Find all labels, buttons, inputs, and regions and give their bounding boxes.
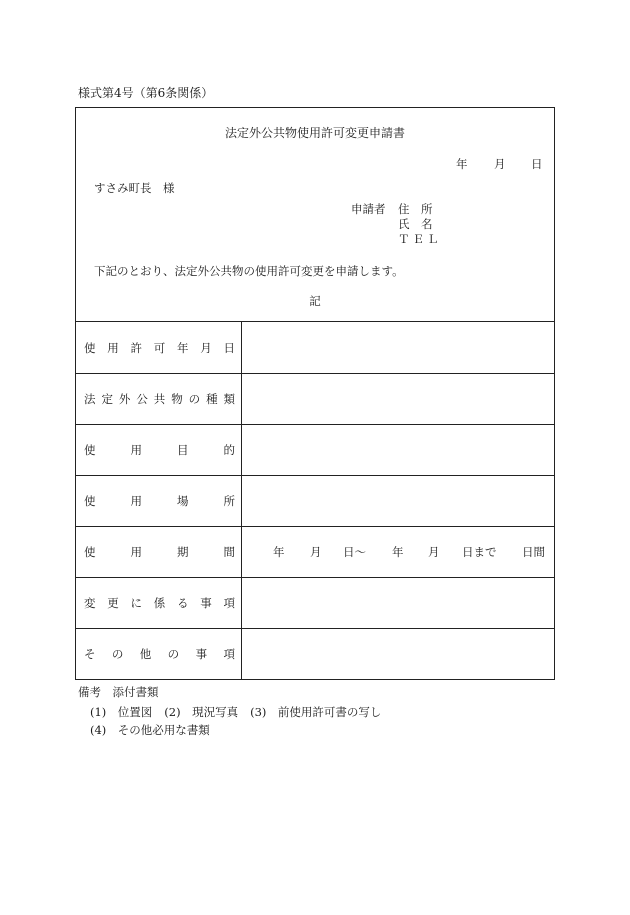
record-label: 記 [309, 294, 321, 308]
period-start-day: 日～ [343, 545, 366, 559]
label-char: 許 [130, 340, 142, 355]
period-end-month: 月 [428, 545, 440, 559]
label-char: 事 [195, 647, 208, 661]
label-char: の [111, 647, 124, 661]
period-field[interactable] [242, 527, 554, 577]
form-header [76, 108, 554, 322]
label-char: 他 [139, 647, 152, 661]
label-char: 用 [130, 494, 142, 508]
document-title: 法定外公共物使用許可変更申請書 [224, 126, 405, 140]
label-char: 定 [101, 392, 113, 406]
label-char: 係 [153, 596, 166, 610]
remarks-title: 備考 添付書類 [78, 685, 159, 699]
label-char: 項 [223, 596, 235, 610]
row-label [76, 425, 242, 475]
label-char: 物 [171, 392, 183, 406]
date-month: 月 [494, 157, 506, 171]
period-end-day: 日まで [462, 545, 497, 559]
label-char: の [167, 647, 180, 661]
label-char: 用 [130, 443, 142, 457]
label-char: 所 [223, 494, 235, 508]
label-char: の [188, 392, 201, 406]
label-char: 更 [107, 596, 119, 610]
applicant-label: 申請者 [351, 202, 386, 216]
date-year: 年 [456, 157, 468, 171]
row-usage-location [76, 475, 554, 526]
label-char: 事 [200, 596, 212, 610]
label-char: 公 [136, 392, 148, 406]
label-char: 項 [223, 647, 235, 661]
row-label [76, 476, 242, 526]
label-char: 年 [177, 340, 189, 355]
row-usage-permit-date [76, 322, 554, 373]
period-start-month: 月 [310, 545, 322, 559]
label-char: 日 [223, 340, 235, 355]
row-label [76, 322, 242, 373]
remarks-item: (1) 位置図 [90, 705, 153, 719]
period-days: 日間 [522, 545, 545, 559]
row-value-field[interactable] [242, 476, 554, 526]
label-char: 使 [84, 443, 96, 457]
row-label [76, 578, 242, 628]
label-char: 使 [84, 340, 96, 355]
addressee: すさみ町長 様 [94, 181, 175, 195]
date-day: 日 [531, 157, 543, 171]
remarks-line-1 [90, 704, 381, 720]
row-usage-purpose [76, 424, 554, 475]
label-char: に [130, 596, 142, 610]
remarks-item: (4) その他必用な書類 [90, 723, 210, 737]
label-char: 種 [206, 392, 218, 406]
row-value-field[interactable] [242, 578, 554, 628]
row-other-matters [76, 628, 554, 679]
label-char: 使 [84, 545, 96, 559]
label-char: 共 [153, 392, 166, 406]
intro-text: 下記のとおり、法定外公共物の使用許可変更を申請します。 [94, 264, 404, 278]
remarks-item: (3) 前使用許可書の写し [250, 705, 382, 719]
label-char: 法 [84, 392, 96, 406]
application-form [75, 107, 555, 680]
period-end-year: 年 [392, 545, 404, 559]
remarks-line-2 [90, 722, 210, 738]
form-number: 様式第4号（第6条関係） [78, 86, 214, 100]
label-char: 外 [118, 392, 131, 406]
label-char: 変 [84, 596, 96, 610]
label-char: 場 [177, 494, 189, 508]
label-char: 用 [107, 340, 119, 355]
row-value-field[interactable] [242, 425, 554, 475]
label-char: 使 [84, 494, 96, 508]
row-value-field[interactable] [242, 629, 554, 679]
label-char: 間 [223, 545, 235, 559]
period-start-year: 年 [273, 545, 285, 559]
row-public-property-type [76, 373, 554, 424]
label-char: 的 [223, 443, 235, 457]
row-change-details [76, 577, 554, 628]
row-label [76, 527, 242, 577]
tel-label: ＴＥＬ [398, 232, 442, 246]
label-char: 可 [153, 340, 166, 355]
label-char: 類 [223, 392, 235, 406]
label-char: 期 [177, 545, 189, 559]
row-value-field[interactable] [242, 374, 554, 424]
row-usage-period [76, 526, 554, 577]
name-label: 氏 名 [398, 217, 433, 231]
label-char: そ [84, 647, 96, 661]
label-char: 目 [177, 443, 189, 457]
label-char: 月 [200, 340, 212, 355]
remarks-item: (2) 現況写真 [164, 705, 239, 719]
label-char: る [177, 596, 189, 610]
row-label [76, 374, 242, 424]
label-char: 用 [130, 545, 142, 559]
row-label [76, 629, 242, 679]
row-value-field[interactable] [242, 322, 554, 373]
address-label: 住 所 [398, 202, 433, 216]
